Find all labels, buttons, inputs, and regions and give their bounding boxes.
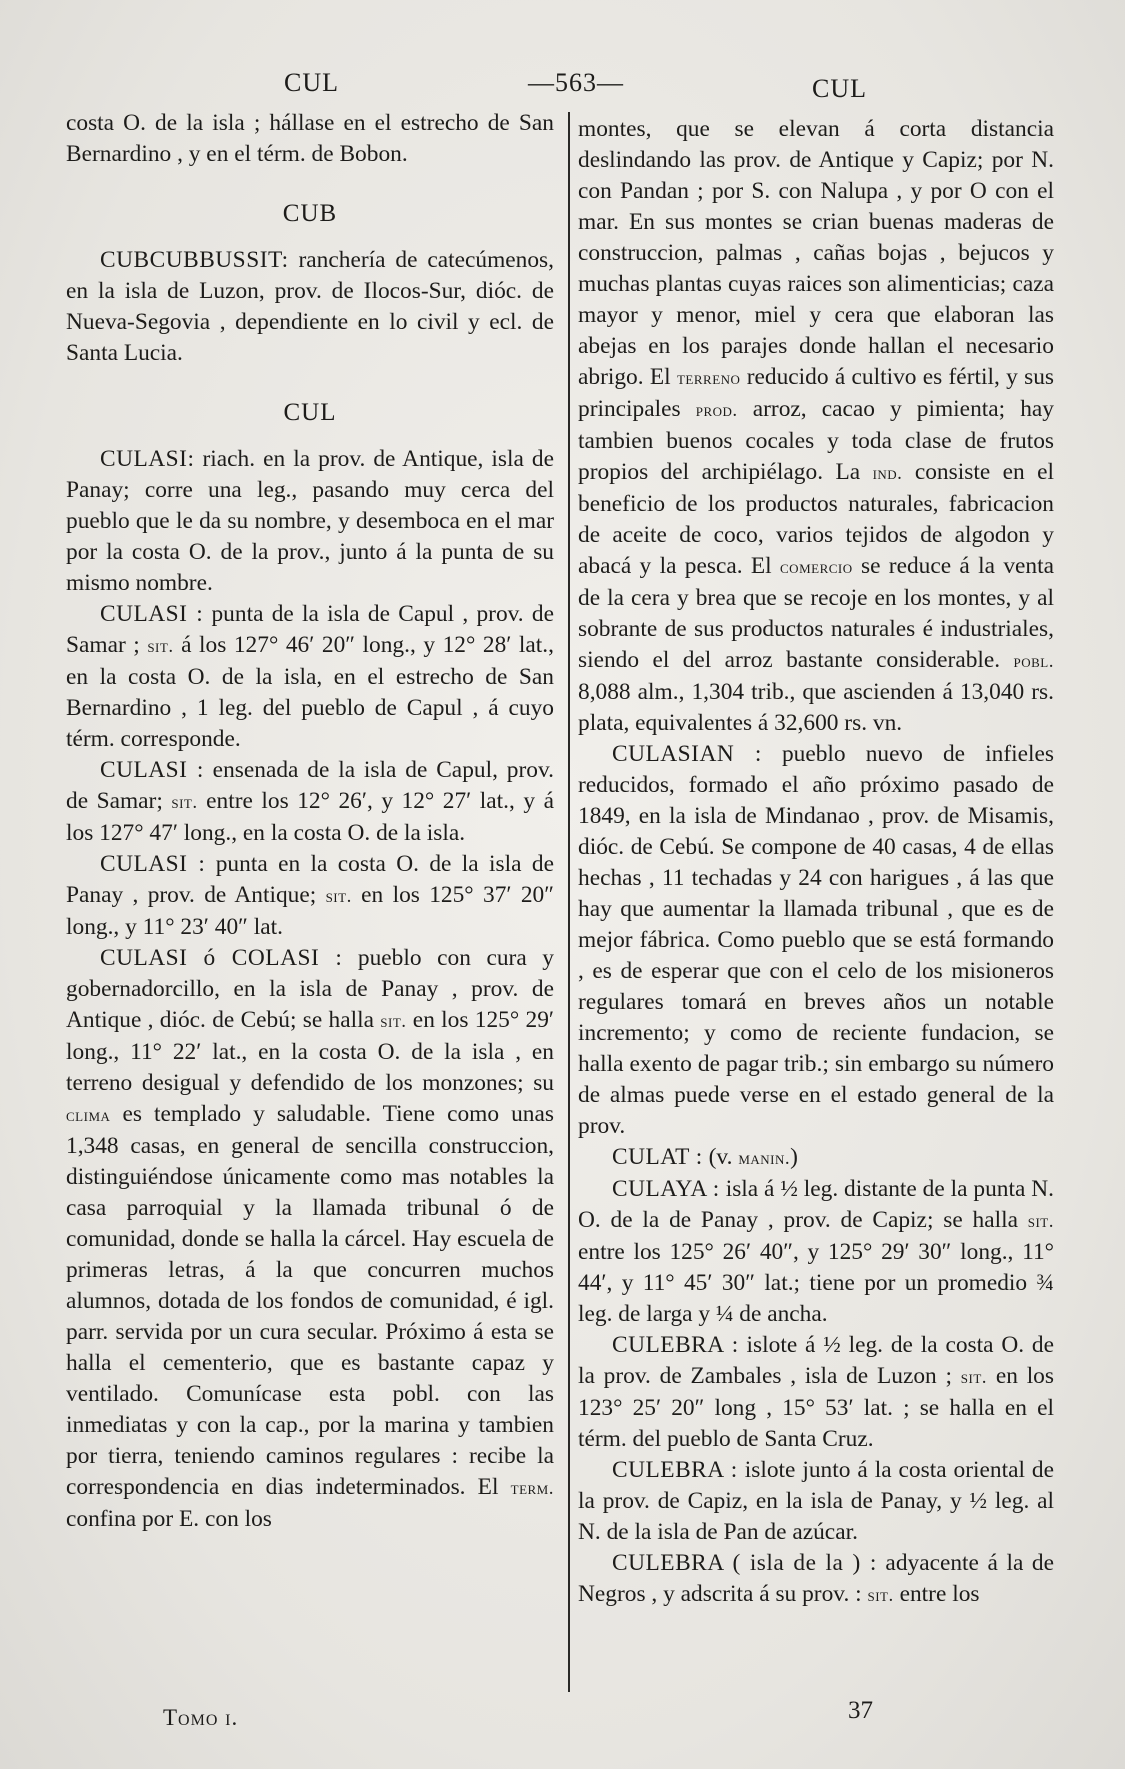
entry-text: confina por E. con los bbox=[66, 1506, 272, 1532]
entry-text: ) bbox=[790, 1144, 798, 1170]
abbrev-sit: sit. bbox=[325, 886, 352, 907]
entry-text: arroz, cacao y pimienta; hay tambien buenos cocales y toda clase de frutos propios del archipiélago. La bbox=[578, 396, 1054, 485]
entry-text: ensenada de la isla de Capul, prov. de Samar; bbox=[66, 757, 554, 814]
entry-text: islote junto á la costa oriental de la prov. de Capiz, en la isla de Panay, y ½ leg. al N. de la isla de Pan de azúcar. bbox=[578, 1457, 1054, 1545]
entry-text: isla á ½ leg. distante de la punta N. O. de la de Panay , prov. de Capiz; se halla bbox=[578, 1176, 1054, 1233]
volume-label: Tomo i. bbox=[163, 1705, 239, 1730]
abbrev-ind: ind. bbox=[872, 463, 903, 484]
abbrev-sit: sit. bbox=[867, 1585, 894, 1606]
entry-text: (v. bbox=[702, 1144, 739, 1170]
entry-text: consiste en el beneficio de los productos naturales, fabricacion de aceite de coco, varios tejidos de algodon y abacá y la pesca. El bbox=[578, 459, 1055, 579]
abbrev-sit: sit. bbox=[380, 1011, 407, 1032]
entry-text: riach. en la prov. de Antique, isla de Panay; corre una leg., pasando muy cerca del pueblo que le da su nombre, y desemboca en el mar por la costa O. de la prov., junto á la punta de su mismo nombre. bbox=[66, 446, 554, 596]
abbrev-clima: clima bbox=[66, 1105, 111, 1126]
left-column bbox=[66, 108, 554, 1535]
abbrev-sit: sit. bbox=[147, 636, 174, 657]
entry-headword: CULASI : bbox=[100, 851, 206, 877]
entry-culebra-capiz bbox=[578, 1455, 1054, 1548]
entry-text: ranchería de catecúmenos, en la isla de Luzon, prov. de Ilocos-Sur, dióc. de Nueva-Segovia , dependiente en lo civil y ecl. de Santa Lucia. bbox=[66, 247, 554, 366]
column-divider bbox=[568, 112, 570, 1692]
entry-headword: CULASI ó COLASI : bbox=[100, 945, 343, 971]
entry-text: montes, que se elevan á corta distancia deslindando las prov. de Antique y Capiz; por N. con Pandan ; por S. con Nalupa , y por O con el mar. En sus montes se crian buenas maderas de construccion, palmas , cañas bojas , bejucos y muchas plantas cuyas raices son alimenticias; caza mayor y menor, miel y cera que elaboran las abejas en los parajes donde hallan el necesario abrigo. El bbox=[578, 116, 1054, 390]
entry-culat bbox=[578, 1142, 1054, 1174]
abbrev-pobl: pobl. bbox=[1013, 651, 1054, 672]
entry-text: en los 125° 29′ long., 11° 22′ lat., en la costa O. de la isla , en terreno desigual y defendido de los monzones; su bbox=[66, 1007, 555, 1096]
entry-text: pueblo nuevo de infieles reducidos, formado el año próximo pasado de 1849, en la isla de Mindanao , prov. de Misamis, dióc. de Cebú. Se compone de 40 casas, 4 de ellas hechas , 11 techadas y 24 con harigues , á las que hay que aumentar la llamada tribunal , que es de mejor fábrica. Como pueblo que se está formando , es de esperar que con el celo de los misioneros regulares tomará en breves años un notable incremento; y como de reciente fundacion, se halla exento de pagar trib.; sin embargo su número de almas puede verse en el estado general de la prov. bbox=[578, 741, 1054, 1139]
running-head-right: CUL bbox=[812, 74, 867, 103]
entry-culebra-isla bbox=[578, 1548, 1054, 1611]
abbrev-sit: sit. bbox=[171, 792, 198, 813]
page-footer bbox=[0, 1697, 1125, 1737]
entry-text: entre los 125° 26′ 40″, y 125° 29′ 30″ long., 11° 44′, y 11° 45′ 30″ lat.; tiene por un promedio ¾ leg. de larga y ¼ de ancha. bbox=[578, 1239, 1054, 1327]
entry-culasi-cove bbox=[66, 755, 554, 849]
entry-text: pueblo con cura y gobernadorcillo, en la isla de Panay , prov. de Antique , dióc. de Cebú; se halla bbox=[66, 945, 554, 1033]
entry-culasi-capul-point bbox=[66, 599, 554, 755]
entry-headword: CUBCUBBUSSIT: bbox=[100, 247, 289, 273]
abbrev-sit: sit. bbox=[1027, 1211, 1054, 1232]
entry-text: á los 127° 46′ 20″ long., y 12° 28′ lat., en la costa O. de la isla, en el estrecho de San Bernardino , 1 leg. del pueblo de Capul , á cuyo térm. corresponde. bbox=[66, 632, 554, 752]
entry-text: en los 125° 37′ 20″ long., y 11° 23′ 40″ lat. bbox=[66, 882, 554, 940]
continuation-paragraph bbox=[578, 114, 1054, 739]
running-head bbox=[0, 68, 1125, 108]
entry-culasi-river bbox=[66, 444, 554, 599]
entry-text: punta de la isla de Capul , prov. de Samar ; bbox=[66, 601, 554, 658]
entry-headword: CULEBRA : bbox=[612, 1457, 738, 1483]
abbrev-sit: sit. bbox=[960, 1367, 988, 1388]
entry-culaya bbox=[578, 1174, 1054, 1330]
page-number: —563— bbox=[528, 68, 624, 97]
entry-text: entre los 12° 26′, y 12° 27′ lat., y á los 127° 47′ long., en la costa O. de la isla. bbox=[66, 788, 554, 846]
section-heading-cul: CUL bbox=[283, 399, 337, 426]
abbrev-term: term. bbox=[510, 1478, 554, 1499]
entry-text: 8,088 alm., 1,304 trib., que ascienden á 13,040 rs. plata, equivalentes á 32,600 rs. vn. bbox=[578, 679, 1054, 736]
entry-headword: CULASI: bbox=[100, 446, 195, 472]
entry-culasi-colasi bbox=[66, 943, 554, 1535]
entry-text: punta en la costa O. de la isla de Panay , prov. de Antique; bbox=[66, 851, 554, 908]
entry-culasi-panay-point bbox=[66, 849, 554, 943]
entry-text: islote á ½ leg. de la costa O. de la prov. de Zambales , isla de Luzon ; bbox=[578, 1332, 1054, 1389]
entry-text: reducido á cultivo es fértil, y sus principales bbox=[578, 364, 1054, 422]
entry-cubcubbussit bbox=[66, 245, 554, 369]
entry-culasian bbox=[578, 739, 1054, 1142]
signature-mark: 37 bbox=[848, 1697, 873, 1724]
abbrev-terreno: terreno bbox=[676, 368, 741, 389]
entry-text: se reduce á la venta de la cera y brea que se recoje en los montes, y al sobrante de sus productos naturales é industriales, siendo el del arroz bastante considerable. bbox=[578, 553, 1054, 673]
entry-headword: CULASI : bbox=[100, 757, 204, 783]
entry-headword: CULAT : bbox=[612, 1144, 703, 1170]
section-heading-cub: CUB bbox=[282, 200, 338, 227]
entry-text: adyacente á la de Negros , y adscrita á su prov. : bbox=[578, 1550, 1054, 1607]
entry-headword: CULAYA : bbox=[612, 1176, 720, 1202]
right-column bbox=[578, 114, 1054, 1611]
running-head-left: CUL bbox=[284, 68, 339, 97]
entry-text: es templado y saludable. Tiene como unas 1,348 casas, en general de sencilla construccion, distinguiéndose únicamente como mas notables la casa parroquial y la llamada tribunal ó de comunidad, donde se halla la cárcel. Hay escuela de primeras letras, á la que concurren muchos alumnos, dotada de los fondos de comunidad, é igl. parr. servida por un cura secular. Próximo á esta se halla el cementerio, que es bastante capaz y ventilado. Comunícase esta pobl. con las inmediatas y con la cap., por la marina y tambien por tierra, teniendo caminos regulares : recibe la correspondencia en dias indeterminados. El bbox=[66, 1101, 554, 1500]
continuation-paragraph: costa O. de la isla ; hállase en el estrecho de San Bernardino , y en el térm. de Bobon. bbox=[66, 110, 554, 167]
entry-headword: CULASIAN : bbox=[612, 741, 762, 767]
entry-text: entre los bbox=[893, 1581, 980, 1607]
entry-text: en los 123° 25′ 20″ long , 15° 53′ lat. ; se halla en el térm. del pueblo de Santa Cruz. bbox=[578, 1363, 1054, 1452]
entry-culebra-zambales bbox=[578, 1330, 1054, 1455]
entry-headword: CULEBRA ( isla de la ) : bbox=[612, 1550, 877, 1576]
abbrev-manin: manin. bbox=[738, 1148, 791, 1169]
entry-headword: CULEBRA : bbox=[612, 1332, 739, 1358]
abbrev-comercio: comercio bbox=[780, 557, 853, 578]
abbrev-prod: prod. bbox=[695, 400, 738, 421]
entry-headword: CULASI : bbox=[100, 601, 204, 627]
